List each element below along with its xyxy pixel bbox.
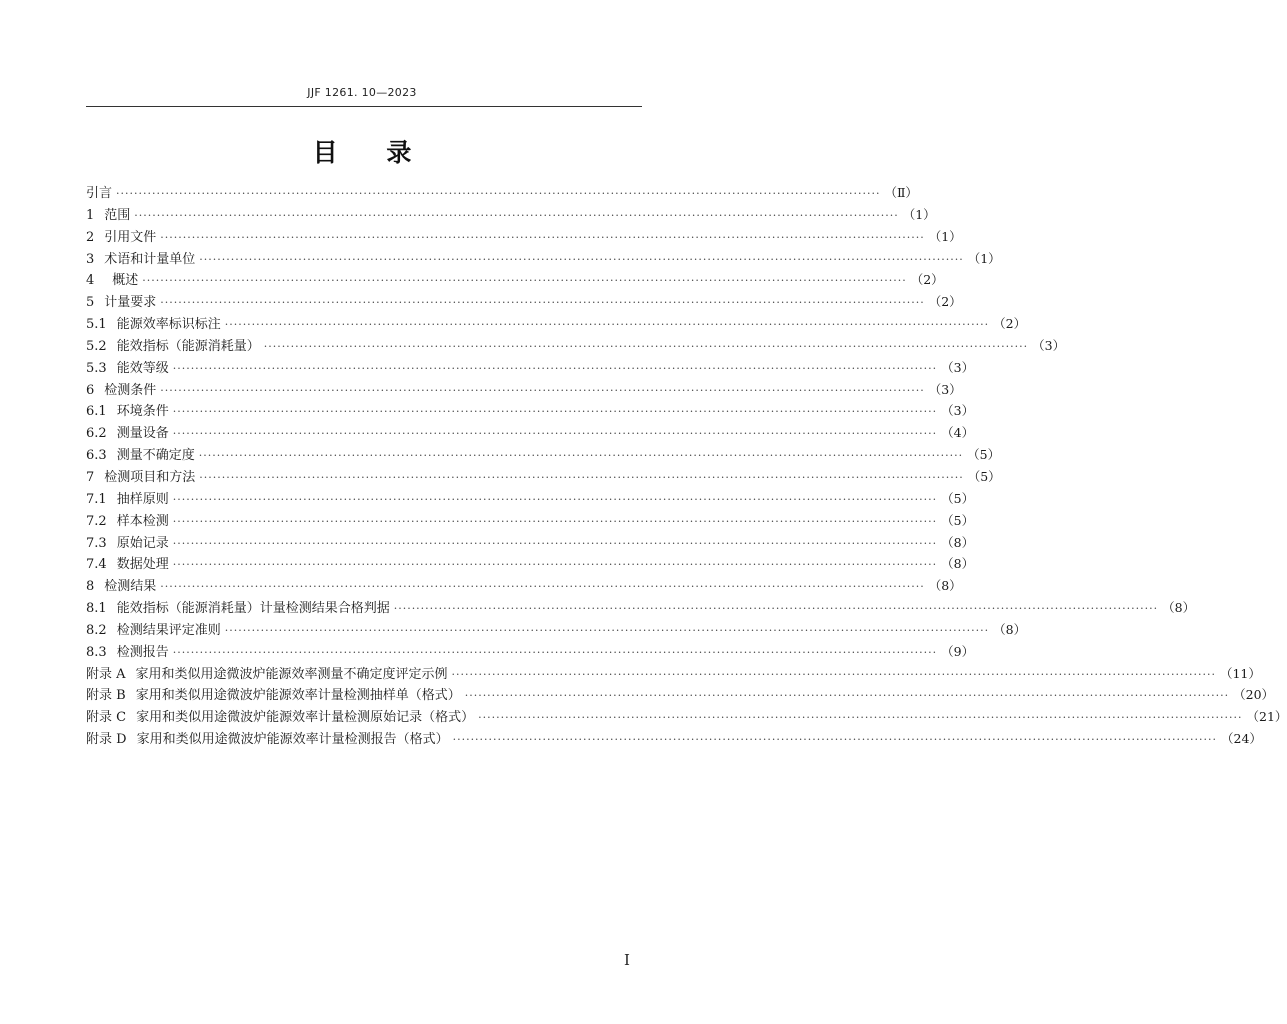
toc-entry-page: （2） [910, 272, 944, 288]
toc-dot-leader: ·········································································································································································· [160, 230, 925, 244]
toc-entry-page: （2） [928, 294, 962, 310]
toc-entry-7-2[interactable] [86, 510, 975, 532]
toc-entry-label: 计量要求 [104, 295, 157, 311]
toc-entry-page: （20） [1233, 687, 1275, 703]
toc-dot-leader: ·········································································································································································· [160, 580, 925, 594]
toc-entry-label: 测量设备 [116, 426, 169, 442]
toc-entry-2[interactable] [86, 226, 962, 248]
toc-entry-5-1[interactable] [86, 313, 1027, 335]
toc-dot-leader: ·········································································································································································· [142, 274, 907, 288]
toc-entry-6[interactable] [86, 379, 962, 401]
toc-dot-leader: ·········································································································································································· [224, 318, 990, 332]
toc-entry-label: 原始记录 [116, 535, 169, 551]
toc-entry-page: （3） [941, 403, 975, 419]
toc-entry-page: （9） [941, 643, 975, 659]
toc-entry-label: 术语和计量单位 [104, 251, 196, 267]
toc-entry-label: 引言 [86, 186, 113, 201]
toc-entry-page: （Ⅱ） [884, 185, 918, 200]
toc-entry-appendix-a[interactable] [86, 663, 1261, 685]
toc-entry-label: 检测条件 [104, 382, 157, 398]
toc-dot-leader: ·········································································································································································· [172, 361, 938, 375]
toc-entry-label: 家用和类似用途微波炉能源效率计量检测抽样单（格式） [135, 688, 461, 704]
page-number: I [624, 951, 630, 969]
toc-entry-6-3[interactable] [86, 444, 1001, 466]
toc-entry-label: 能效指标（能源消耗量） [116, 338, 260, 354]
toc-dot-leader: ·········································································································································································· [452, 733, 1217, 747]
toc-entry-6-2[interactable] [86, 422, 975, 444]
toc-entry-number: 6.1 [86, 404, 107, 420]
toc-entry-intro[interactable] [86, 182, 918, 204]
toc-entry-page: （8） [1162, 600, 1196, 616]
toc-entry-page: （24） [1221, 731, 1262, 747]
toc-entry-5-2[interactable] [86, 335, 1066, 357]
toc-dot-leader: ·········································································································································································· [172, 645, 938, 659]
table-of-contents [86, 182, 1287, 750]
toc-entry-label: 概述 [112, 273, 139, 289]
toc-entry-number: 7.4 [86, 557, 107, 573]
toc-dot-leader: ·········································································································································································· [224, 623, 990, 637]
toc-entry-number: 5 [86, 295, 95, 311]
toc-dot-leader: ·········································································································································································· [172, 492, 938, 506]
toc-entry-label: 测量不确定度 [116, 448, 195, 464]
toc-entry-number: 7 [86, 469, 95, 485]
toc-entry-7-3[interactable] [86, 532, 975, 554]
toc-entry-8-3[interactable] [86, 641, 975, 663]
toc-entry-4[interactable] [86, 269, 944, 291]
toc-entry-page: （4） [941, 425, 975, 441]
toc-entry-page: （3） [1032, 337, 1066, 353]
toc-entry-number: 5.3 [86, 360, 107, 376]
toc-dot-leader: ·········································································································································································· [172, 405, 938, 419]
toc-entry-page: （5） [941, 490, 975, 506]
toc-entry-appendix-d[interactable] [86, 728, 1262, 750]
toc-dot-leader: ·········································································································································································· [263, 339, 1029, 353]
toc-entry-page: （21） [1246, 709, 1287, 725]
toc-dot-leader: ·········································································································································································· [160, 296, 925, 310]
toc-dot-leader: ·········································································································································································· [199, 470, 964, 484]
toc-entry-number: 3 [86, 251, 95, 267]
toc-entry-number: 附录 D [86, 732, 127, 748]
toc-entry-page: （5） [967, 468, 1001, 484]
toc-entry-number: 8.2 [86, 622, 107, 638]
toc-entry-number: 附录 B [86, 688, 126, 704]
toc-entry-label: 家用和类似用途微波炉能源效率计量检测报告（格式） [136, 732, 449, 748]
toc-dot-leader: ·········································································································································································· [116, 187, 881, 200]
toc-entry-page: （11） [1219, 665, 1261, 681]
toc-entry-page: （3） [928, 381, 962, 397]
toc-entry-label: 检测结果评定准则 [116, 622, 221, 638]
toc-entry-number: 7.1 [86, 491, 107, 507]
toc-dot-leader: ·········································································································································································· [172, 536, 938, 550]
toc-entry-number: 附录 A [86, 666, 126, 682]
toc-entry-label: 范围 [104, 207, 131, 223]
toc-entry-label: 能效指标（能源消耗量）计量检测结果合格判据 [116, 601, 390, 617]
header-rule [86, 106, 642, 107]
toc-dot-leader: ·········································································································································································· [134, 208, 899, 222]
toc-entry-page: （8） [993, 621, 1027, 637]
toc-dot-leader: ·········································································································································································· [451, 667, 1216, 681]
toc-entry-8-2[interactable] [86, 619, 1027, 641]
toc-entry-label: 检测项目和方法 [104, 469, 196, 485]
toc-entry-label: 家用和类似用途微波炉能源效率测量不确定度评定示例 [135, 666, 448, 682]
document-code-header: JJF 1261. 10—2023 [307, 86, 417, 99]
toc-entry-number: 8.1 [86, 601, 107, 617]
toc-entry-7[interactable] [86, 466, 1001, 488]
toc-dot-leader: ·········································································································································································· [172, 514, 938, 528]
toc-entry-number: 6.2 [86, 426, 107, 442]
page-title: 目 录 [312, 138, 412, 167]
toc-entry-label: 能源效率标识标注 [116, 317, 221, 333]
toc-dot-leader: ·········································································································································································· [198, 449, 964, 463]
toc-entry-page: （2） [993, 316, 1027, 332]
toc-dot-leader: ·········································································································································································· [172, 558, 938, 572]
toc-entry-number: 8 [86, 579, 95, 595]
toc-entry-number: 5.2 [86, 338, 107, 354]
toc-entry-page: （5） [941, 512, 975, 528]
toc-dot-leader: ·········································································································································································· [172, 427, 938, 441]
toc-entry-number: 8.3 [86, 644, 107, 660]
toc-entry-label: 数据处理 [116, 557, 169, 573]
toc-entry-page: （8） [928, 578, 962, 594]
toc-entry-page: （8） [941, 556, 975, 572]
toc-dot-leader: ·········································································································································································· [478, 711, 1243, 725]
toc-entry-page: （1） [928, 228, 962, 244]
toc-entry-label: 检测报告 [116, 644, 169, 660]
toc-entry-page: （1） [902, 206, 936, 222]
toc-entry-page: （8） [941, 534, 975, 550]
toc-entry-appendix-b[interactable] [86, 684, 1275, 706]
toc-dot-leader: ·········································································································································································· [393, 602, 1159, 616]
toc-entry-7-4[interactable] [86, 553, 975, 575]
toc-dot-leader: ·········································································································································································· [160, 383, 925, 397]
toc-entry-1[interactable] [86, 204, 936, 226]
toc-entry-number: 7.3 [86, 535, 107, 551]
toc-entry-label: 抽样原则 [116, 491, 169, 507]
toc-entry-page: （3） [941, 359, 975, 375]
toc-entry-number: 附录 C [86, 710, 127, 726]
toc-entry-number: 4 [86, 273, 95, 289]
toc-entry-7-1[interactable] [86, 488, 975, 510]
toc-entry-number: 6.3 [86, 448, 107, 464]
toc-dot-leader: ·········································································································································································· [464, 689, 1230, 703]
toc-entry-number: 6 [86, 382, 95, 398]
toc-entry-8-1[interactable] [86, 597, 1196, 619]
toc-entry-number: 7.2 [86, 513, 107, 529]
toc-entry-label: 能效等级 [116, 360, 169, 376]
toc-entry-label: 引用文件 [104, 229, 157, 245]
toc-entry-3[interactable] [86, 248, 1001, 270]
toc-entry-8[interactable] [86, 575, 962, 597]
toc-entry-label: 检测结果 [104, 579, 157, 595]
toc-entry-label: 环境条件 [116, 404, 169, 420]
toc-entry-number: 2 [86, 229, 95, 245]
toc-entry-5[interactable] [86, 291, 962, 313]
toc-dot-leader: ·········································································································································································· [199, 252, 964, 266]
toc-entry-number: 5.1 [86, 317, 107, 333]
toc-entry-6-1[interactable] [86, 400, 975, 422]
toc-entry-page: （1） [967, 250, 1001, 266]
toc-entry-page: （5） [967, 447, 1001, 463]
toc-entry-appendix-c[interactable] [86, 706, 1287, 728]
toc-entry-label: 家用和类似用途微波炉能源效率计量检测原始记录（格式） [136, 710, 475, 726]
toc-entry-5-3[interactable] [86, 357, 975, 379]
toc-entry-label: 样本检测 [116, 513, 169, 529]
toc-entry-number: 1 [86, 207, 95, 223]
